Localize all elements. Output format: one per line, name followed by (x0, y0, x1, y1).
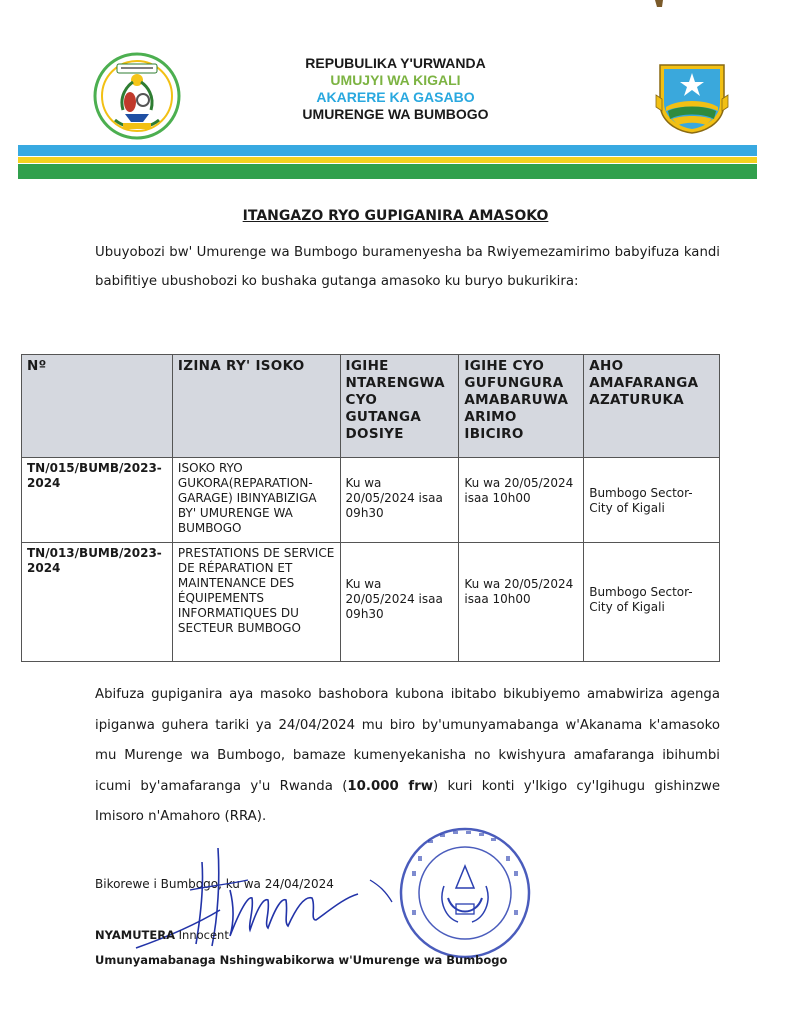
notice-body-text-1: Abifuza gupiganira aya masoko bashobora kubona ibitabo bikubiyemo amabwiriza agenga ipiganwa guhera tariki ya 24/04/2024 mu biro by'umunyamabanga w'Akanama k'amasoko mu Murenge wa Bumbogo, bamaze kumenyekanisha no kwishyura amafaranga ibihumbi icumi by'amafaranga y'u Rwanda ( (95, 687, 720, 794)
letterhead-district: AKARERE KA GASABO (316, 89, 475, 105)
signatory-name (95, 928, 229, 942)
signatory-surname: NYAMUTERA (95, 928, 175, 942)
funding-source: Bumbogo Sector-City of Kigali (584, 543, 720, 662)
flag-stripe (18, 145, 757, 179)
sector-official-stamp-icon (398, 826, 532, 960)
col-header-submission-deadline: IGIHE NTARENGWA CYO GUTANGA DOSIYE (340, 355, 459, 458)
bid-opening: Ku wa 20/05/2024 isaa 10h00 (459, 458, 584, 543)
table-header-row (22, 355, 720, 458)
notice-intro: Ubuyobozi bw' Umurenge wa Bumbogo buramenyesha ba Rwiyemezamirimo babyifuza kandi babifitiye ubushobozi ko bushaka gutanga amasoko ku buryo bukurikira: (95, 245, 720, 289)
tender-name: PRESTATIONS DE SERVICE DE RÉPARATION ET MAINTENANCE DES ÉQUIPEMENTS INFORMATIQUES DU SECTEUR BUMBOGO (172, 543, 340, 662)
flag-yellow-band (18, 157, 757, 163)
tender-number: TN/013/BUMB/2023-2024 (22, 543, 173, 662)
bid-opening: Ku wa 20/05/2024 isaa 10h00 (459, 543, 584, 662)
col-header-bid-opening: IGIHE CYO GUFUNGURA AMABARUWA ARIMO IBICIRO (459, 355, 584, 458)
tender-number: TN/015/BUMB/2023-2024 (22, 458, 173, 543)
scan-mark-icon (653, 0, 665, 8)
flag-blue-band (18, 145, 757, 156)
notice-title: ITANGAZO RYO GUPIGANIRA AMASOKO (242, 208, 549, 224)
table-row (22, 458, 720, 543)
col-header-number: Nº (22, 355, 173, 458)
table-row (22, 543, 720, 662)
notice-body (95, 680, 720, 833)
tender-table (21, 354, 720, 662)
col-header-tender-name: IZINA RY' ISOKO (172, 355, 340, 458)
funding-source: Bumbogo Sector-City of Kigali (584, 458, 720, 543)
flag-green-band (18, 164, 757, 179)
handwritten-signature-icon (130, 840, 400, 960)
col-header-funding-source: AHO AMAFARANGA AZATURUKA (584, 355, 720, 458)
submission-deadline: Ku wa 20/05/2024 isaa 09h30 (340, 543, 459, 662)
letterhead-city: UMUJYI WA KIGALI (330, 72, 461, 88)
submission-deadline: Ku wa 20/05/2024 isaa 09h30 (340, 458, 459, 543)
signing-place-date: Bikorewe i Bumbogo, ku wa 24/04/2024 (95, 877, 334, 891)
signatory-role: Umunyamabanaga Nshingwabikorwa w'Umurenge wa Bumbogo (95, 953, 508, 967)
letterhead-country: REPUBULIKA Y'URWANDA (305, 55, 486, 71)
notice-body-text-2: ) kuri konti y'Ikigo cy'Igihugu gishinzwe Imisoro n'Amahoro (RRA). (95, 778, 720, 824)
letterhead (0, 55, 791, 123)
letterhead-sector: UMURENGE WA BUMBOGO (302, 106, 489, 122)
fee-amount: 10.000 frw (347, 778, 434, 794)
tender-name: ISOKO RYO GUKORA(REPARATION-GARAGE) IBINYABIZIGA BY' UMURENGE WA BUMBOGO (172, 458, 340, 543)
signatory-firstname: Innocent (175, 928, 229, 942)
